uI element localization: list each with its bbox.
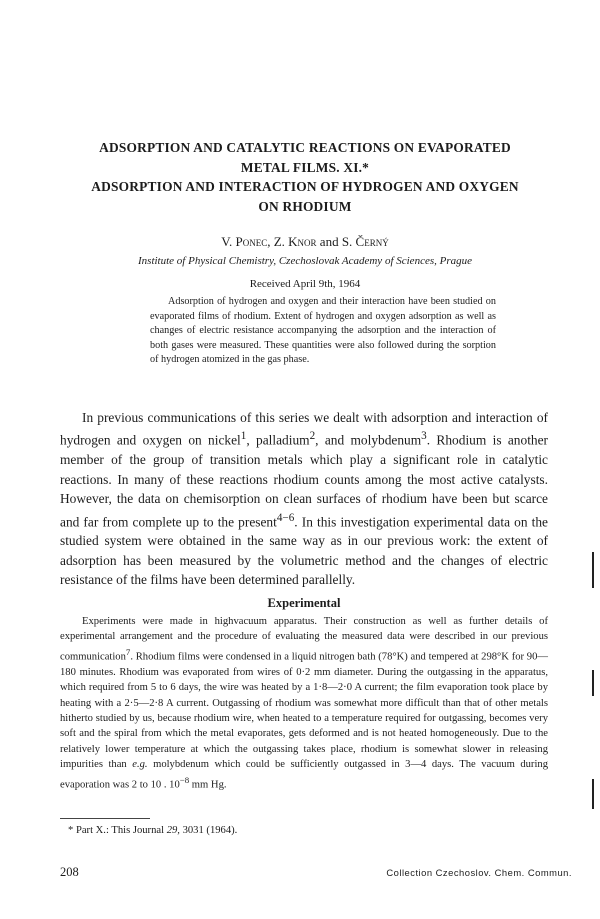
- intro-text-2: , palladium: [246, 432, 310, 448]
- intro-text-3: , and molybdenum: [315, 432, 422, 448]
- margin-mark: [592, 552, 594, 588]
- experimental-text-1: Experiments were made in highvacuum apparatus. Their construction as well as further details of experimental arrangement and the procedure of evaluating the measured data were described in our previous communication: [60, 616, 548, 663]
- introduction-paragraph: [60, 408, 548, 590]
- margin-mark: [592, 779, 594, 809]
- page-number: 208: [60, 865, 79, 879]
- ref-3: 3: [421, 430, 427, 443]
- author-knor: Z. Knor: [273, 234, 317, 249]
- authors: [70, 233, 540, 251]
- abstract: Adsorption of hydrogen and oxygen and their interaction have been studied on evaporated films of rhodium. Extent of hydrogen and oxygen adsorption as well as changes of electric resistance accompanying the adsorption and the interaction of both gases were measured. These quantities were also followed during the sorption of hydrogen atomized in the gas phase.: [150, 296, 496, 366]
- author-cerny: S. Černý: [341, 234, 389, 249]
- experimental-paragraph: [60, 614, 548, 793]
- eg-abbreviation: e.g.: [132, 759, 148, 771]
- author-separator: ,: [267, 234, 274, 249]
- author-ponec: V. Ponec: [221, 234, 268, 249]
- intro-text-4: . Rhodium is another member of the group of transition metals which play a significant role in catalytic reactions. In many of these reactions rhodium counts among the most active catalysts. However, the data on chemisorption on clean surfaces of rhodium have been but scarce and far from complete up to the present: [60, 432, 549, 529]
- section-heading-experimental: Experimental: [267, 596, 341, 610]
- intro-text-5: . In this investigation experimental data on the studied system were obtained in the same way as in our previous work: the extent of adsorption has been measured by the volumetric method and the changes of electric resistance of the films have been determined parallelly.: [60, 513, 548, 588]
- footnote: [68, 823, 538, 838]
- ref-2: 2: [309, 430, 316, 443]
- received-date: Received April 9th, 1964: [249, 278, 361, 290]
- affiliation: Institute of Physical Chemistry, Czechoslovak Academy of Sciences, Prague: [138, 255, 472, 267]
- ref-1: 1: [240, 430, 247, 443]
- author-and: and: [316, 234, 342, 249]
- title-line-3: ADSORPTION AND INTERACTION OF HYDROGEN AND OXYGEN: [91, 179, 519, 195]
- experimental-text-3: molybdenum which could be sufficiently outgassed in 3—4 days. The vacuum during evaporation was 2 to 10 . 10: [60, 759, 548, 791]
- footnote-volume: 29,: [166, 825, 180, 836]
- title-line-2: METAL FILMS. XI.*: [240, 159, 370, 175]
- footnote-rule: [60, 818, 150, 819]
- intro-text-1: In previous communications of this series we dealt with adsorption and interaction of hydrogen and oxygen on nickel: [60, 410, 548, 448]
- ref-7: 7: [125, 646, 131, 657]
- title-line-4: ON RHODIUM: [258, 198, 352, 214]
- footnote-text-2: 3031 (1964).: [179, 825, 238, 836]
- margin-mark: [592, 670, 594, 696]
- footnote-text-1: * Part X.: This Journal: [68, 825, 167, 836]
- exponent: −8: [179, 774, 190, 785]
- journal-reference: Collection Czechoslov. Chem. Commun.: [386, 867, 572, 878]
- title-line-1: ADSORPTION AND CATALYTIC REACTIONS ON EVAPORATED: [99, 140, 511, 155]
- ref-4-6: 4−6: [276, 511, 295, 524]
- article-title: [70, 138, 540, 216]
- experimental-text-4: mm Hg.: [189, 779, 227, 791]
- experimental-text-2: . Rhodium films were condensed in a liquid nitrogen bath (78°K) and tempered at 298°K for 90—180 minutes. Rhodium was evaporated from wires of 0·2 mm diameter. During the outgassing in the apparatus, which required from 5 to 6 days, the wire was heated by a 1·8—2·0 A current; the film evaporation took place by heating with a 2·5—2·8 A current. Outgassing of rhodium was somewhat more difficult than that of other metals hitherto studied by us, because rhodium wire, when heated to a temperature required for outgassing, becomes very soft and the spiral from which the metal evaporates, gets deformed and is not heated homogeneously. Due to the relatively lower temperature at which the outgassing takes place, rhodium is somewhat slower in releasing impurities than: [60, 651, 548, 771]
